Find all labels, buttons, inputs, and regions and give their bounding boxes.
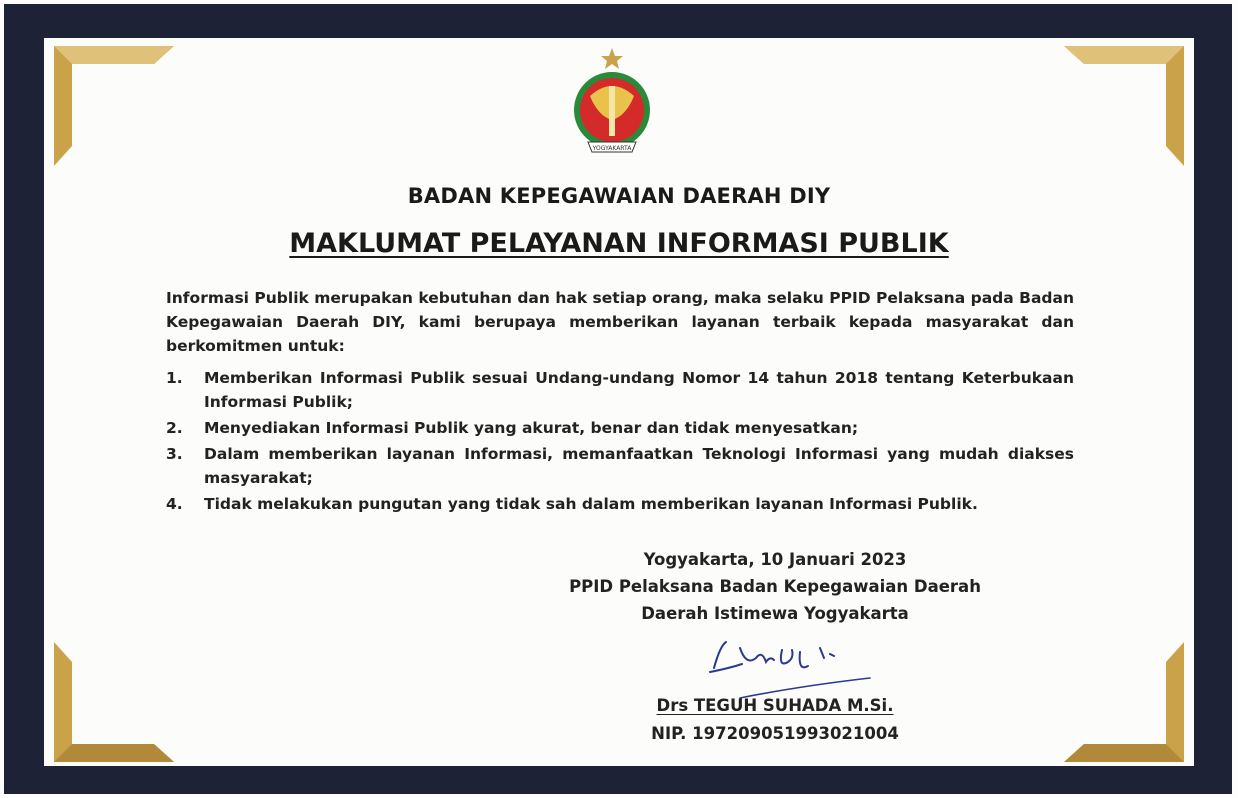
intro-paragraph: Informasi Publik merupakan kebutuhan dan hak setiap orang, maka selaku PPID Pelaksana pada Badan Kepegawaian Daerah DIY, kami berupaya memberikan layanan terbaik kepada masyarakat dan berkomitmen untuk: (166, 289, 1074, 355)
office-line-2: Daerah Istimewa Yogyakarta (641, 604, 909, 623)
logo-text: YOGYAKARTA (592, 145, 632, 152)
signer-name: Drs TEGUH SUHADA M.Si. (656, 696, 894, 715)
place-date: Yogyakarta, 10 Januari 2023 (643, 550, 907, 569)
corner-ornament-bottom-left (54, 642, 174, 762)
office-line-1: PPID Pelaksana Badan Kepegawaian Daerah (569, 577, 981, 596)
handwritten-signature (700, 628, 880, 700)
list-item (166, 416, 1074, 440)
corner-ornament-top-left (54, 46, 174, 166)
list-item-number: 4. (166, 495, 183, 513)
signer-nip: NIP. 197209051993021004 (651, 724, 899, 743)
document-title: MAKLUMAT PELAYANAN INFORMASI PUBLIK (289, 228, 949, 259)
list-item-number: 3. (166, 445, 183, 463)
list-item (166, 492, 1074, 516)
corner-ornament-top-right (1064, 46, 1184, 166)
list-item-text: Tidak melakukan pungutan yang tidak sah dalam memberikan layanan Informasi Publik. (204, 495, 978, 513)
corner-ornament-bottom-right (1064, 642, 1184, 762)
list-item-number: 2. (166, 419, 183, 437)
signature-block (540, 546, 1010, 627)
list-item-number: 1. (166, 369, 183, 387)
yogyakarta-coat-of-arms-icon (560, 46, 664, 166)
commitment-list (166, 366, 1074, 518)
list-item-text: Menyediakan Informasi Publik yang akurat, benar dan tidak menyesatkan; (204, 419, 859, 437)
agency-name: BADAN KEPEGAWAIAN DAERAH DIY (407, 184, 831, 208)
list-item (166, 442, 1074, 490)
list-item (166, 366, 1074, 414)
list-item-text: Dalam memberikan layanan Informasi, memanfaatkan Teknologi Informasi yang mudah diakses masyarakat; (204, 445, 1074, 487)
list-item-text: Memberikan Informasi Publik sesuai Undang-undang Nomor 14 tahun 2018 tentang Keterbukaan Informasi Publik; (204, 369, 1074, 411)
